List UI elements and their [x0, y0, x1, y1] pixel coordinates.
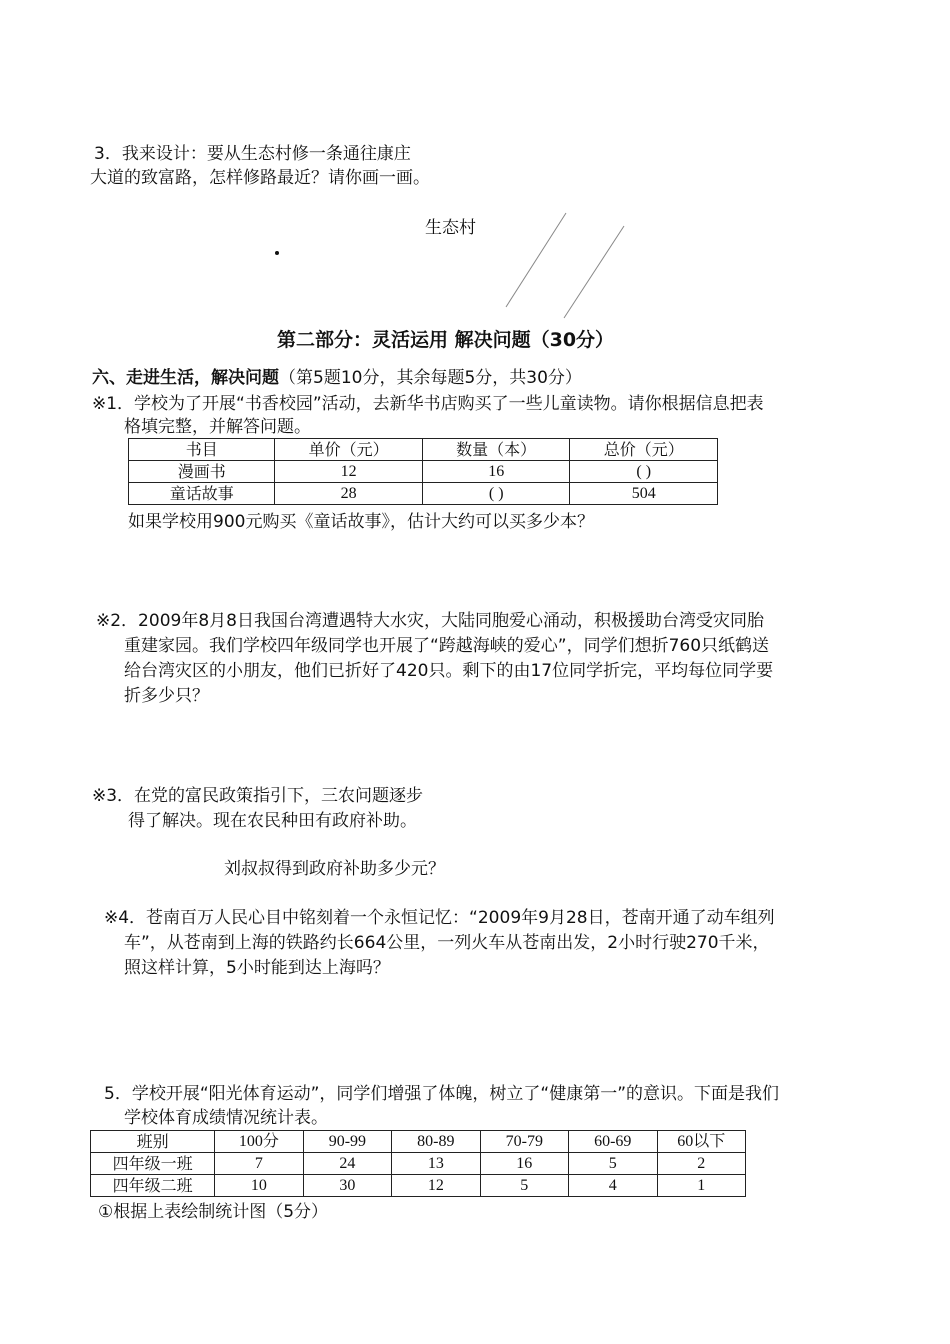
book-header-cell: 总价（元）: [570, 439, 718, 461]
road-lines: [500, 210, 630, 320]
section6-note: （第5题10分，其余每题5分，共30分）: [279, 368, 582, 388]
book-table: [128, 438, 718, 505]
score-cell: 四年级一班: [91, 1153, 215, 1175]
village-point: [275, 251, 279, 255]
score-cell: 10: [215, 1175, 303, 1197]
p3-line2: 得了解决。现在农民种田有政府补助。: [128, 811, 417, 831]
score-cell: 2: [657, 1153, 746, 1175]
score-cell: 12: [392, 1175, 480, 1197]
score-cell: 5: [569, 1153, 657, 1175]
p5-task: ①根据上表绘制统计图（5分）: [98, 1202, 329, 1222]
score-cell: 1: [657, 1175, 746, 1197]
score-cell: 30: [303, 1175, 391, 1197]
score-table-header: [91, 1131, 746, 1153]
book-cell: 28: [275, 483, 423, 505]
p5-line2: 学校体育成绩情况统计表。: [124, 1108, 328, 1128]
p4-line1: ※4．苍南百万人民心目中铭刻着一个永恒记忆：“2009年9月28日，苍南开通了动车组列: [104, 908, 775, 928]
score-header-cell: 班别: [91, 1131, 215, 1153]
score-header-cell: 60-69: [569, 1131, 657, 1153]
score-cell: 5: [480, 1175, 568, 1197]
score-table-row: [91, 1153, 746, 1175]
p2-line2: 重建家园。我们学校四年级同学也开展了“跨越海峡的爱心”，同学们想折760只纸鹤送: [124, 636, 770, 656]
score-cell: 24: [303, 1153, 391, 1175]
q3-line2: 大道的致富路，怎样修路最近？请你画一画。: [90, 168, 430, 188]
p1-line2: 格填完整，并解答问题。: [124, 417, 311, 437]
p3-question: 刘叔叔得到政府补助多少元？: [224, 859, 445, 879]
p4-line3: 照这样计算，5小时能到达上海吗？: [124, 958, 390, 978]
section6-heading: [92, 367, 582, 389]
village-label: 生态村: [425, 218, 476, 238]
book-cell: 12: [275, 461, 423, 483]
q3-line1: 3．我来设计：要从生态村修一条通往康庄: [94, 144, 411, 164]
book-table-header: [129, 439, 718, 461]
p5-line1: 5．学校开展“阳光体育运动”，同学们增强了体魄，树立了“健康第一”的意识。下面是我们: [104, 1084, 780, 1104]
p2-line4: 折多少只？: [124, 686, 209, 706]
book-header-cell: 数量（本）: [422, 439, 570, 461]
score-header-cell: 90-99: [303, 1131, 391, 1153]
score-header-cell: 60以下: [657, 1131, 746, 1153]
score-table: [90, 1130, 746, 1197]
score-table-row: [91, 1175, 746, 1197]
section6-title: 六、走进生活，解决问题: [92, 368, 279, 388]
score-header-cell: 80-89: [392, 1131, 480, 1153]
p2-line1: ※2．2009年8月8日我国台湾遭遇特大水灾，大陆同胞爱心涌动，积极援助台湾受灾同胎: [96, 611, 764, 631]
score-cell: 13: [392, 1153, 480, 1175]
score-cell: 4: [569, 1175, 657, 1197]
score-cell: 7: [215, 1153, 303, 1175]
book-header-cell: 书目: [129, 439, 275, 461]
book-table-row: [129, 483, 718, 505]
book-cell: 童话故事: [129, 483, 275, 505]
book-cell: 504: [570, 483, 718, 505]
book-answer-blank[interactable]: ( ): [570, 461, 718, 483]
p2-line3: 给台湾灾区的小朋友，他们已折好了420只。剩下的由17位同学折完，平均每位同学要: [124, 661, 774, 681]
book-cell: 16: [422, 461, 570, 483]
p1-line1: ※1．学校为了开展“书香校园”活动，去新华书店购买了一些儿童读物。请你根据信息把表: [92, 394, 764, 414]
score-header-cell: 70-79: [480, 1131, 568, 1153]
book-cell: 漫画书: [129, 461, 275, 483]
book-header-cell: 单价（元）: [275, 439, 423, 461]
p3-line1: ※3．在党的富民政策指引下，三农问题逐步: [92, 786, 424, 806]
p4-line2: 车”，从苍南到上海的铁路约长664公里，一列火车从苍南出发，2小时行驶270千米，: [124, 933, 770, 953]
score-cell: 四年级二班: [91, 1175, 215, 1197]
score-header-cell: 100分: [215, 1131, 303, 1153]
part2-title: 第二部分：灵活运用 解决问题（30分）: [277, 329, 615, 351]
book-table-row: [129, 461, 718, 483]
p1-question: 如果学校用900元购买《童话故事》，估计大约可以买多少本？: [128, 512, 594, 532]
score-cell: 16: [480, 1153, 568, 1175]
book-answer-blank[interactable]: ( ): [422, 483, 570, 505]
